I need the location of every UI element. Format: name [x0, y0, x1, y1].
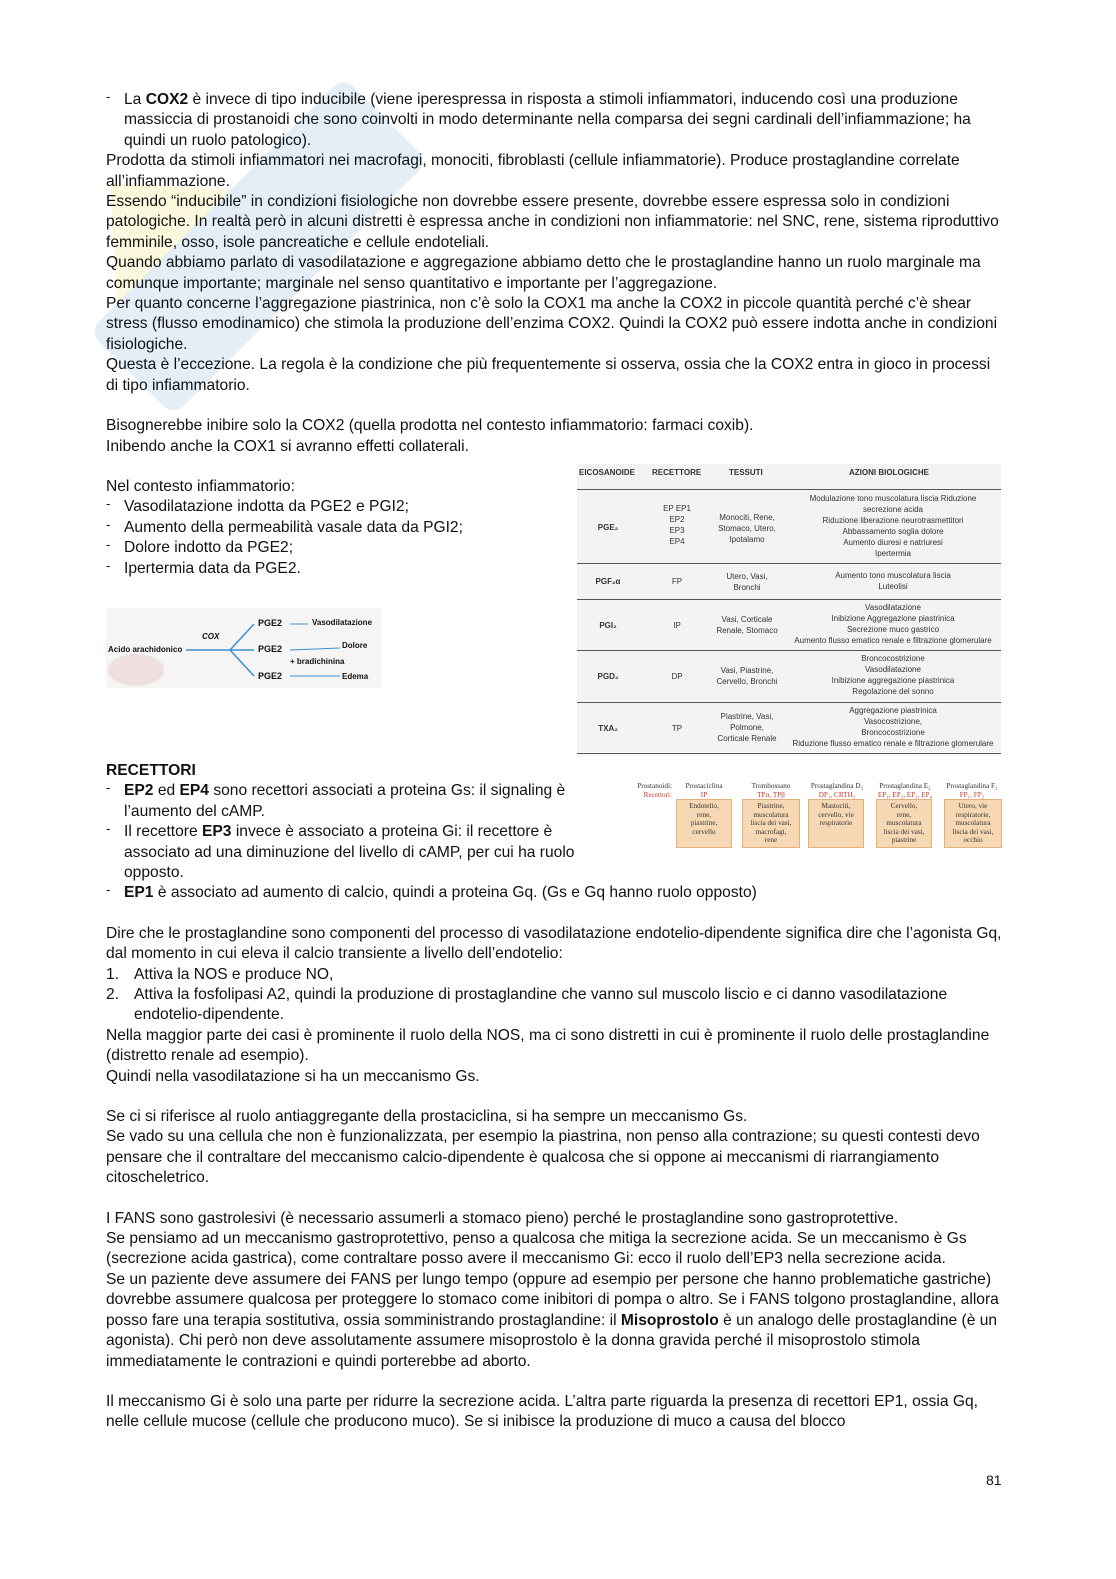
diagram-label: Acido arachidonico [108, 645, 183, 654]
table-row [577, 489, 1001, 564]
eicosanoid-table [577, 464, 1001, 752]
paragraph: Nel contesto infiammatorio: [106, 477, 295, 495]
cell-eicosanoid: PGD₂ [597, 672, 619, 681]
tissue-box: Utero, vie respiratorie, muscolatura liscia dei vasi, occhio [944, 799, 1002, 848]
list-item: - Ipertermia data da PGE2. [106, 559, 1006, 579]
receptor-name: DP₁, CRTH₂ [818, 791, 856, 799]
receptors-figure [622, 780, 1004, 850]
paragraph: Quindi nella vasodilatazione si ha un meccanismo Gs. [106, 1067, 480, 1085]
paragraph: Quando abbiamo parlato di vasodilatazione e aggregazione abbiamo detto che le prostaglandine hanno un ruolo marginale ma comunque importante; marginale nel senso quantitativo e importante per l’aggregazione. [106, 254, 981, 292]
list-item: - Vasodilatazione indotta da PGE2 e PGI2; [106, 497, 1006, 517]
receptor-name: FP₁, FP₂ [959, 791, 985, 799]
cox-diagram [106, 608, 382, 688]
receptor-name: EP₁, EP₂, EP₃, EP₄ [877, 791, 933, 799]
tissue-box: Endotelio, rene, piastrine, cervello [676, 799, 732, 848]
cell-eicosanoid: PGF₂α [595, 577, 621, 586]
table-row [577, 563, 1001, 600]
paragraph: Nella maggior parte dei casi è prominente il ruolo della NOS, ma ci sono distretti in cui è prominente il ruolo delle prostaglandine (distretto renale ad esempio). [106, 1026, 990, 1065]
section-title: RECETTORI [106, 761, 196, 779]
diagram-label: + bradichinina [290, 657, 345, 666]
list-item: - Aumento della permeabilità vasale data da PGI2; [106, 518, 1006, 538]
paragraph: Inibendo anche la COX1 si avranno effetti collaterali. [106, 437, 469, 455]
tissue-box: Mastociti, cervello, vie respiratorie [808, 799, 864, 848]
numbered-item: 2. Attiva la fosfolipasi A2, quindi la produzione di prostaglandine che vanno sul muscolo liscio e ci danno vasodilatazione endotelio-dipendente. [106, 986, 948, 1024]
cell-tissue: Vasi, Corticale Renale, Stomaco [716, 615, 778, 635]
cell-tissue: Monociti, Rene, Stomaco, Utero, Ipotalamo [718, 513, 776, 544]
paragraph: Se ci si riferisce al ruolo antiaggregante della prostaciclina, si ha sempre un meccanismo Gs. [106, 1108, 748, 1126]
prostanoid-name: Prostaglandina F₂ [946, 782, 998, 790]
cell-receptor: TP [671, 724, 683, 733]
page-body [106, 90, 1006, 1433]
cell-tissue: Utero, Vasi, Bronchi [726, 572, 768, 592]
paragraph: Dire che le prostaglandine sono componenti del processo di vasodilatazione endotelio-dipendente significa dire che l’agonista Gq, dal momento in cui eleva il calcio transiente a livello dell’endotelio: [106, 924, 1002, 963]
cell-receptor: FP [671, 577, 683, 586]
receptor-item: - Il recettore EP3 invece è associato a proteina Gi: il recettore è associato ad una diminuzione del livello di cAMP, per cui ha ruolo opposto. [106, 822, 594, 883]
cell-actions: Aggregazione piastrinica Vasocostrizione, Broncocostrizione Riduzione flusso ematico renale e filtrazione glomerulare [792, 706, 994, 748]
cell-tissue: Vasi, Piastrine, Cervello, Bronchi [716, 666, 778, 686]
diagram-label: Dolore [342, 641, 368, 650]
table-header: TESSUTI [729, 468, 763, 477]
paragraph: Se vado su una cellula che non è funzionalizzata, per esempio la piastrina, non penso alla contrazione; su questi contesti devo pensare che il contraltare del meccanismo calcio-dipendente è qualcosa che si oppone ai meccanismi di riarrangiamento citoscheletrico. [106, 1128, 980, 1187]
paragraph: Essendo “inducibile” in condizioni fisiologiche non dovrebbe essere presente, dovrebbe essere espressa solo in condizioni patologiche. In realtà però in alcuni distretti è espressa anche in condizioni non infiammatorie: nel SNC, rene, sistema riproduttivo femminile, osso, isole pancreatiche e cellule endoteliali. [106, 193, 999, 251]
cell-receptor: IP [673, 621, 681, 630]
cell-eicosanoid: PGE₂ [597, 523, 619, 532]
cell-receptor: EP EP1 EP2 EP3 EP4 [663, 504, 691, 546]
prostanoid-name: Prostaciclina [685, 782, 723, 790]
cell-tissue: Piastrine, Vasi, Polmone, Corticale Renale [717, 712, 777, 743]
table-row [577, 650, 1001, 703]
prostanoid-name: Prostaglandina D₂ [810, 782, 864, 790]
receptor-name: TPα, TPβ [757, 791, 785, 799]
paragraph: Se un paziente deve assumere dei FANS per lungo tempo (oppure ad esempio per persone che hanno problematiche gastriche) dovrebbe assumere qualcosa per proteggere lo stomaco come inibitori di pompa o altro. Se i FANS tolgono prostaglandine, allora posso fare una terapia sostitutiva, ossia somministrando prostaglandine: il Misoprostolo è un analogo delle prostaglandine (è un agonista). Chi però non deve assolutamente assumere misoprostolo è la donna gravida perché il misoprostolo stimola immediatamente le contrazioni e quindi porterebbe ad aborto. [106, 1270, 999, 1370]
receptor-name: IP [700, 791, 708, 799]
list-item: - Dolore indotto da PGE2; [106, 538, 1006, 558]
receptor-item: - EP2 ed EP4 sono recettori associati a proteina Gs: il signaling è l’aumento del cAMP. [106, 781, 594, 822]
figure-label: Prostanoidi: [637, 782, 672, 790]
diagram-label: Edema [342, 672, 369, 681]
tissue-box: Piastrine, muscolatura liscia dei vasi, macrofagi, rene [742, 799, 800, 848]
receptor-item: - EP1 è associato ad aumento di calcio, quindi a proteina Gq. (Gs e Gq hanno ruolo opposto) [106, 883, 1006, 903]
cell-actions: Aumento tono muscolatura liscia Luteolisi [835, 571, 951, 591]
cell-eicosanoid: TXA₂ [598, 724, 618, 733]
page-number: 81 [986, 1472, 1002, 1488]
diagram-label: COX [202, 632, 220, 641]
prostanoid-name: Prostaglandina E₂ [879, 782, 931, 790]
paragraph: Per quanto concerne l’aggregazione piastrinica, non c’è solo la COX1 ma anche la COX2 in piccole quantità perché c’è shear stress (flusso emodinamico) che stimola la produzione dell’enzima COX2. Quindi la COX2 può essere indotta anche in condizioni fisiologiche. [106, 295, 998, 353]
cox2-bullet: - La COX2 è invece di tipo inducibile (viene iperespressa in risposta a stimoli infiammatori, inducendo così una produzione massiccia di prostanoidi che sono coinvolti in modo determinante nella comparsa dei segni cardinali dell’infiammazione; ha quindi un ruolo patologico). [106, 90, 1006, 151]
table-header: EICOSANOIDE [579, 468, 636, 477]
paragraph: Se pensiamo ad un meccanismo gastroprotettivo, penso a qualcosa che mitiga la secrezione acida. Se un meccanismo è Gs (secrezione acida gastrica), come contraltare posso avere il meccanismo Gi: ecco il ruolo dell’EP3 nella secrezione acida. [106, 1230, 967, 1268]
prostanoid-name: Trombossano [751, 782, 791, 790]
paragraph: Prodotta da stimoli infiammatori nei macrofagi, monociti, fibroblasti (cellule infiammatorie). Produce prostaglandine correlate all’infiammazione. [106, 152, 960, 190]
diagram-label: Vasodilatazione [312, 618, 373, 627]
table-row [577, 599, 1001, 651]
figure-label: Recettori: [643, 791, 672, 799]
paragraph: Il meccanismo Gi è solo una parte per ridurre la secrezione acida. L’altra parte riguarda la presenza di recettori EP1, ossia Gq, nelle cellule mucose (cellule che producono muco). Se si inibisce la produzione di muco a causa del blocco [106, 1392, 978, 1431]
paragraph: Bisognerebbe inibire solo la COX2 (quella prodotta nel contesto infiammatorio: farmaci coxib). [106, 417, 754, 435]
cell-receptor: DP [671, 672, 683, 681]
numbered-item: 1. Attiva la NOS e produce NO, [106, 965, 334, 983]
diagram-label: PGE2 [258, 618, 283, 628]
diagram-label: PGE2 [258, 671, 283, 681]
paragraph: Questa è l’eccezione. La regola è la condizione che più frequentemente si osserva, ossia che la COX2 entra in gioco in processi di tipo infiammatorio. [106, 356, 991, 394]
paragraph: I FANS sono gastrolesivi (è necessario assumerli a stomaco pieno) perché le prostaglandine sono gastroprotettive. [106, 1209, 899, 1227]
diagram-label: PGE2 [258, 644, 283, 654]
cell-actions: Modulazione tono muscolatura liscia Riduzione secrezione acida Riduzione liberazione neurotrasmettitori Abbassamento soglia dolore Aumento diuresi e natriuresi Ipertermia [809, 494, 977, 558]
table-header: AZIONI BIOLOGICHE [849, 468, 929, 477]
cell-eicosanoid: PGI₂ [599, 621, 617, 630]
table-row [577, 702, 1001, 754]
tissue-box: Cervello, rene, muscolatura liscia dei vasi, piastrine [876, 799, 932, 848]
table-header: RECETTORE [652, 468, 702, 477]
cell-actions: Broncocostrizione Vasodilatazione Inibizione aggregazione piastrinica Regolazione del sonno [831, 654, 955, 696]
cell-actions: Vasodilatazione Inibizione Aggregazione piastrinica Secrezione muco gastrico Aumento flusso ematico renale e filtrazione glomerulare [794, 603, 992, 645]
